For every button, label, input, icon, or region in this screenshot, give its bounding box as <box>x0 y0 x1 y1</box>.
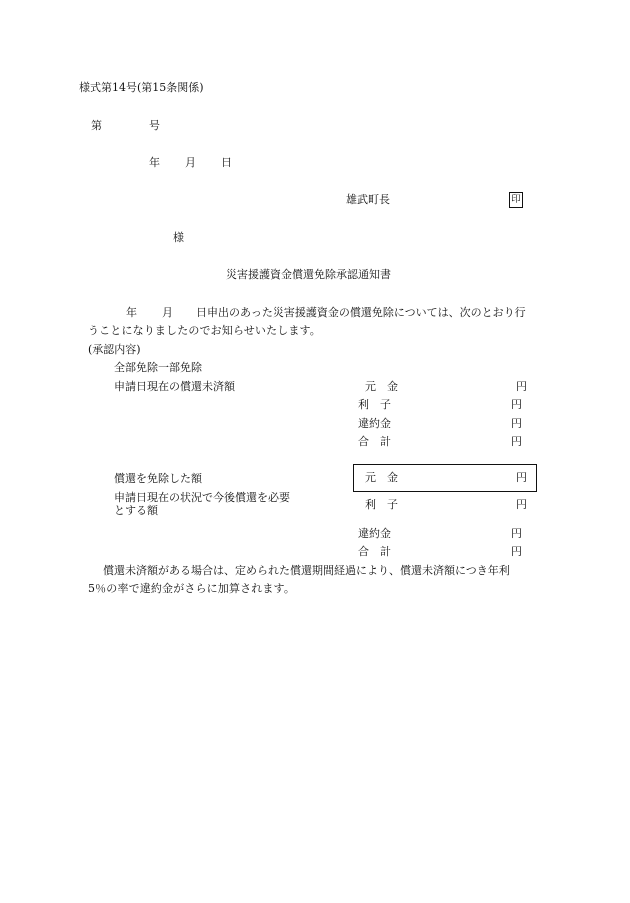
document-title: 災害援護資金償還免除承認通知書 <box>226 268 391 281</box>
seal-stamp: 印 <box>509 192 523 208</box>
exempted-amount-label: 償還を免除した額 <box>114 472 202 485</box>
exempted-principal-unit: 円 <box>516 471 527 484</box>
date-month: 月 <box>185 156 196 169</box>
unpaid-interest-label: 利 子 <box>358 398 391 411</box>
exempted-principal-label: 元 金 <box>365 471 398 484</box>
unpaid-principal-unit: 円 <box>516 380 527 393</box>
document-number-prefix: 第 <box>91 119 102 132</box>
unpaid-total-label: 合 計 <box>358 435 391 448</box>
unpaid-principal-label: 元 金 <box>365 380 398 393</box>
intro-month: 月 <box>162 306 173 319</box>
intro-text-line1: 日申出のあった災害援護資金の償還免除については、次のとおり行 <box>196 306 526 319</box>
required-interest-label: 利 子 <box>365 498 398 511</box>
unpaid-amount-label: 申請日現在の償還未済額 <box>114 380 235 393</box>
required-total-unit: 円 <box>511 545 522 558</box>
unpaid-total-unit: 円 <box>511 435 522 448</box>
note-line1: 償還未済額がある場合は、定められた償還期間経過により、償還未済額につき年利 <box>103 564 510 577</box>
recipient-suffix: 様 <box>173 231 184 244</box>
required-amount-label-line2: とする額 <box>114 504 158 517</box>
date-year: 年 <box>149 156 160 169</box>
issuer-name: 雄武町長 <box>346 193 390 206</box>
approval-section-label: (承認内容) <box>88 343 141 356</box>
unpaid-interest-unit: 円 <box>511 398 522 411</box>
unpaid-penalty-label: 違約金 <box>358 417 391 430</box>
date-day: 日 <box>221 156 232 169</box>
exemption-type: 全部免除一部免除 <box>114 361 202 374</box>
required-interest-unit: 円 <box>516 498 527 511</box>
intro-year: 年 <box>126 306 137 319</box>
document-number-suffix: 号 <box>149 119 160 132</box>
intro-text-line2: うことになりましたのでお知らせいたします。 <box>88 324 321 337</box>
required-penalty-unit: 円 <box>511 527 522 540</box>
required-amount-label-line1: 申請日現在の状況で今後償還を必要 <box>114 491 290 504</box>
note-line2: 5％の率で違約金がさらに加算されます。 <box>88 582 295 595</box>
form-number: 様式第14号(第15条関係) <box>79 81 204 94</box>
unpaid-penalty-unit: 円 <box>511 417 522 430</box>
required-penalty-label: 違約金 <box>358 527 391 540</box>
required-total-label: 合 計 <box>358 545 391 558</box>
